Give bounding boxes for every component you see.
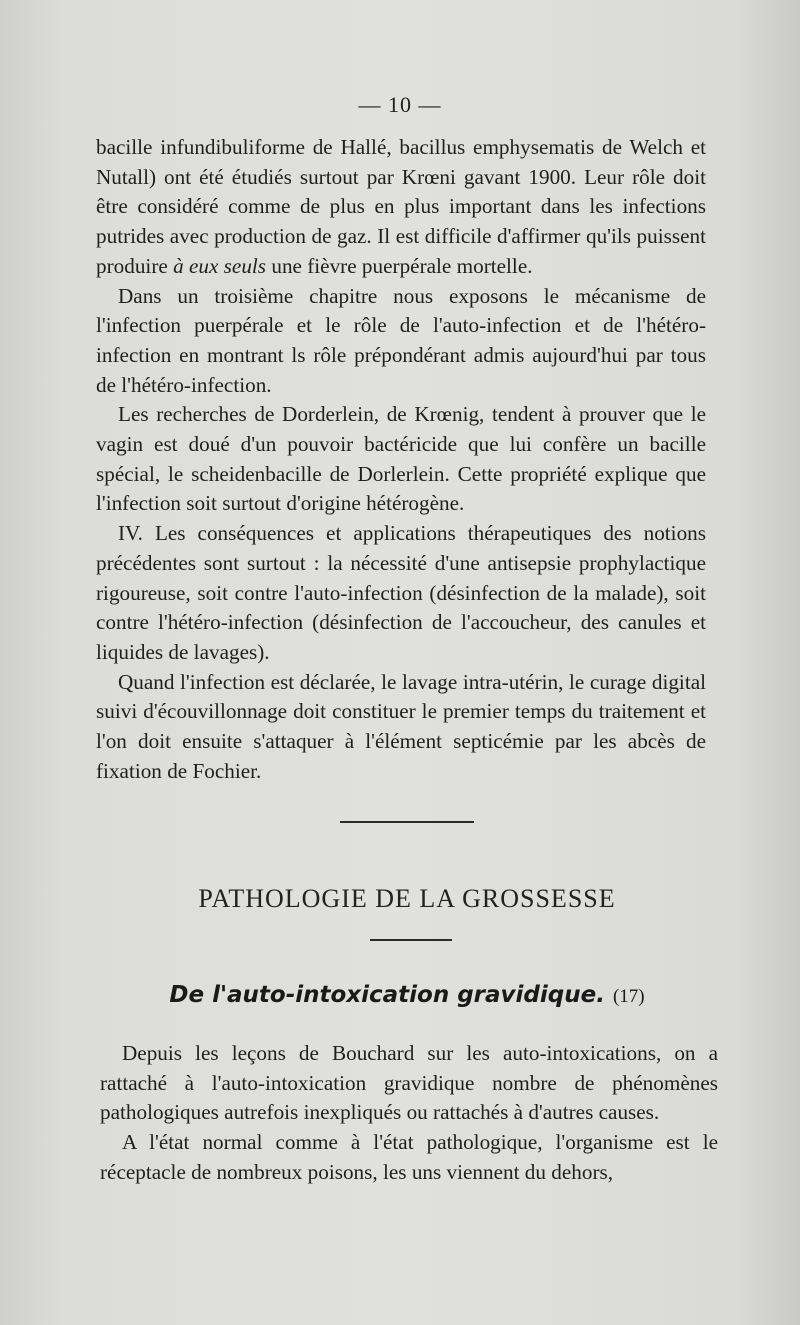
intro-text-block: [96, 133, 706, 786]
paragraph-2: Dans un troisième chapitre nous exposons le mécanisme de l'infection puerpérale et le rôle de l'auto-infection et de l'hétéro-infection en montrant ls rôle prépondérant admis aujourd'hui par tous de l'hétéro-infection.: [96, 283, 706, 397]
paragraph-1-italic: à eux seuls: [173, 253, 267, 278]
subtitle-text: De l'auto-intoxication gravidique.: [169, 982, 605, 1008]
title-divider: [370, 939, 452, 941]
paragraph-1-end: une fièvre puerpérale mortelle.: [271, 253, 533, 278]
paragraph-1-text: bacille infundibuliforme de Hallé, bacillus emphysematis de Welch et Nutall) ont été étudiés surtout par Krœni gavant 1900. Leur rôle doit être considéré comme de plus en plus important dans les infections putrides avec production de gaz. Il est difficile d'affirmer qu'ils puissent produire: [96, 135, 706, 278]
paragraph-4: IV. Les conséquences et applications thérapeutiques des notions précédentes sont surtout : la nécessité d'une antisepsie prophylactique rigoureuse, soit contre l'auto-infection (désinfection de la malade), soit contre l'hétéro-infection (désinfection de l'accoucheur, des canules et liquides de lavages).: [96, 521, 706, 664]
subtitle-reference: (17): [612, 986, 645, 1007]
paragraph-1: [96, 133, 706, 282]
section-subtitle: [0, 982, 800, 1008]
section-divider: [340, 821, 474, 823]
section-text-block: [100, 1039, 718, 1188]
page-number: — 10 —: [358, 92, 442, 117]
paragraph-3: Les recherches de Dorderlein, de Krœnig, tendent à prouver que le vagin est doué d'un pouvoir bactéricide que lui confère un bacille spécial, le scheidenbacille de Dorlerlein. Cette propriété explique que l'infection soit surtout d'origine hétérogène.: [96, 402, 706, 516]
section-title: PATHOLOGIE DE LA GROSSESSE: [198, 884, 616, 913]
section-paragraph-1: Depuis les leçons de Bouchard sur les auto-intoxications, on a rattaché à l'auto-intoxication gravidique nombre de phénomènes pathologiques autrefois inexpliqués ou rattachés à d'autres causes.: [100, 1041, 718, 1125]
section-paragraph-2: A l'état normal comme à l'état pathologique, l'organisme est le réceptacle de nombreux poisons, les uns viennent du dehors,: [100, 1130, 718, 1184]
paragraph-5: Quand l'infection est déclarée, le lavage intra-utérin, le curage digital suivi d'écouvillonnage doit constituer le premier temps du traitement et l'on doit ensuite s'attaquer à l'élément septicémie par les abcès de fixation de Fochier.: [96, 669, 706, 783]
